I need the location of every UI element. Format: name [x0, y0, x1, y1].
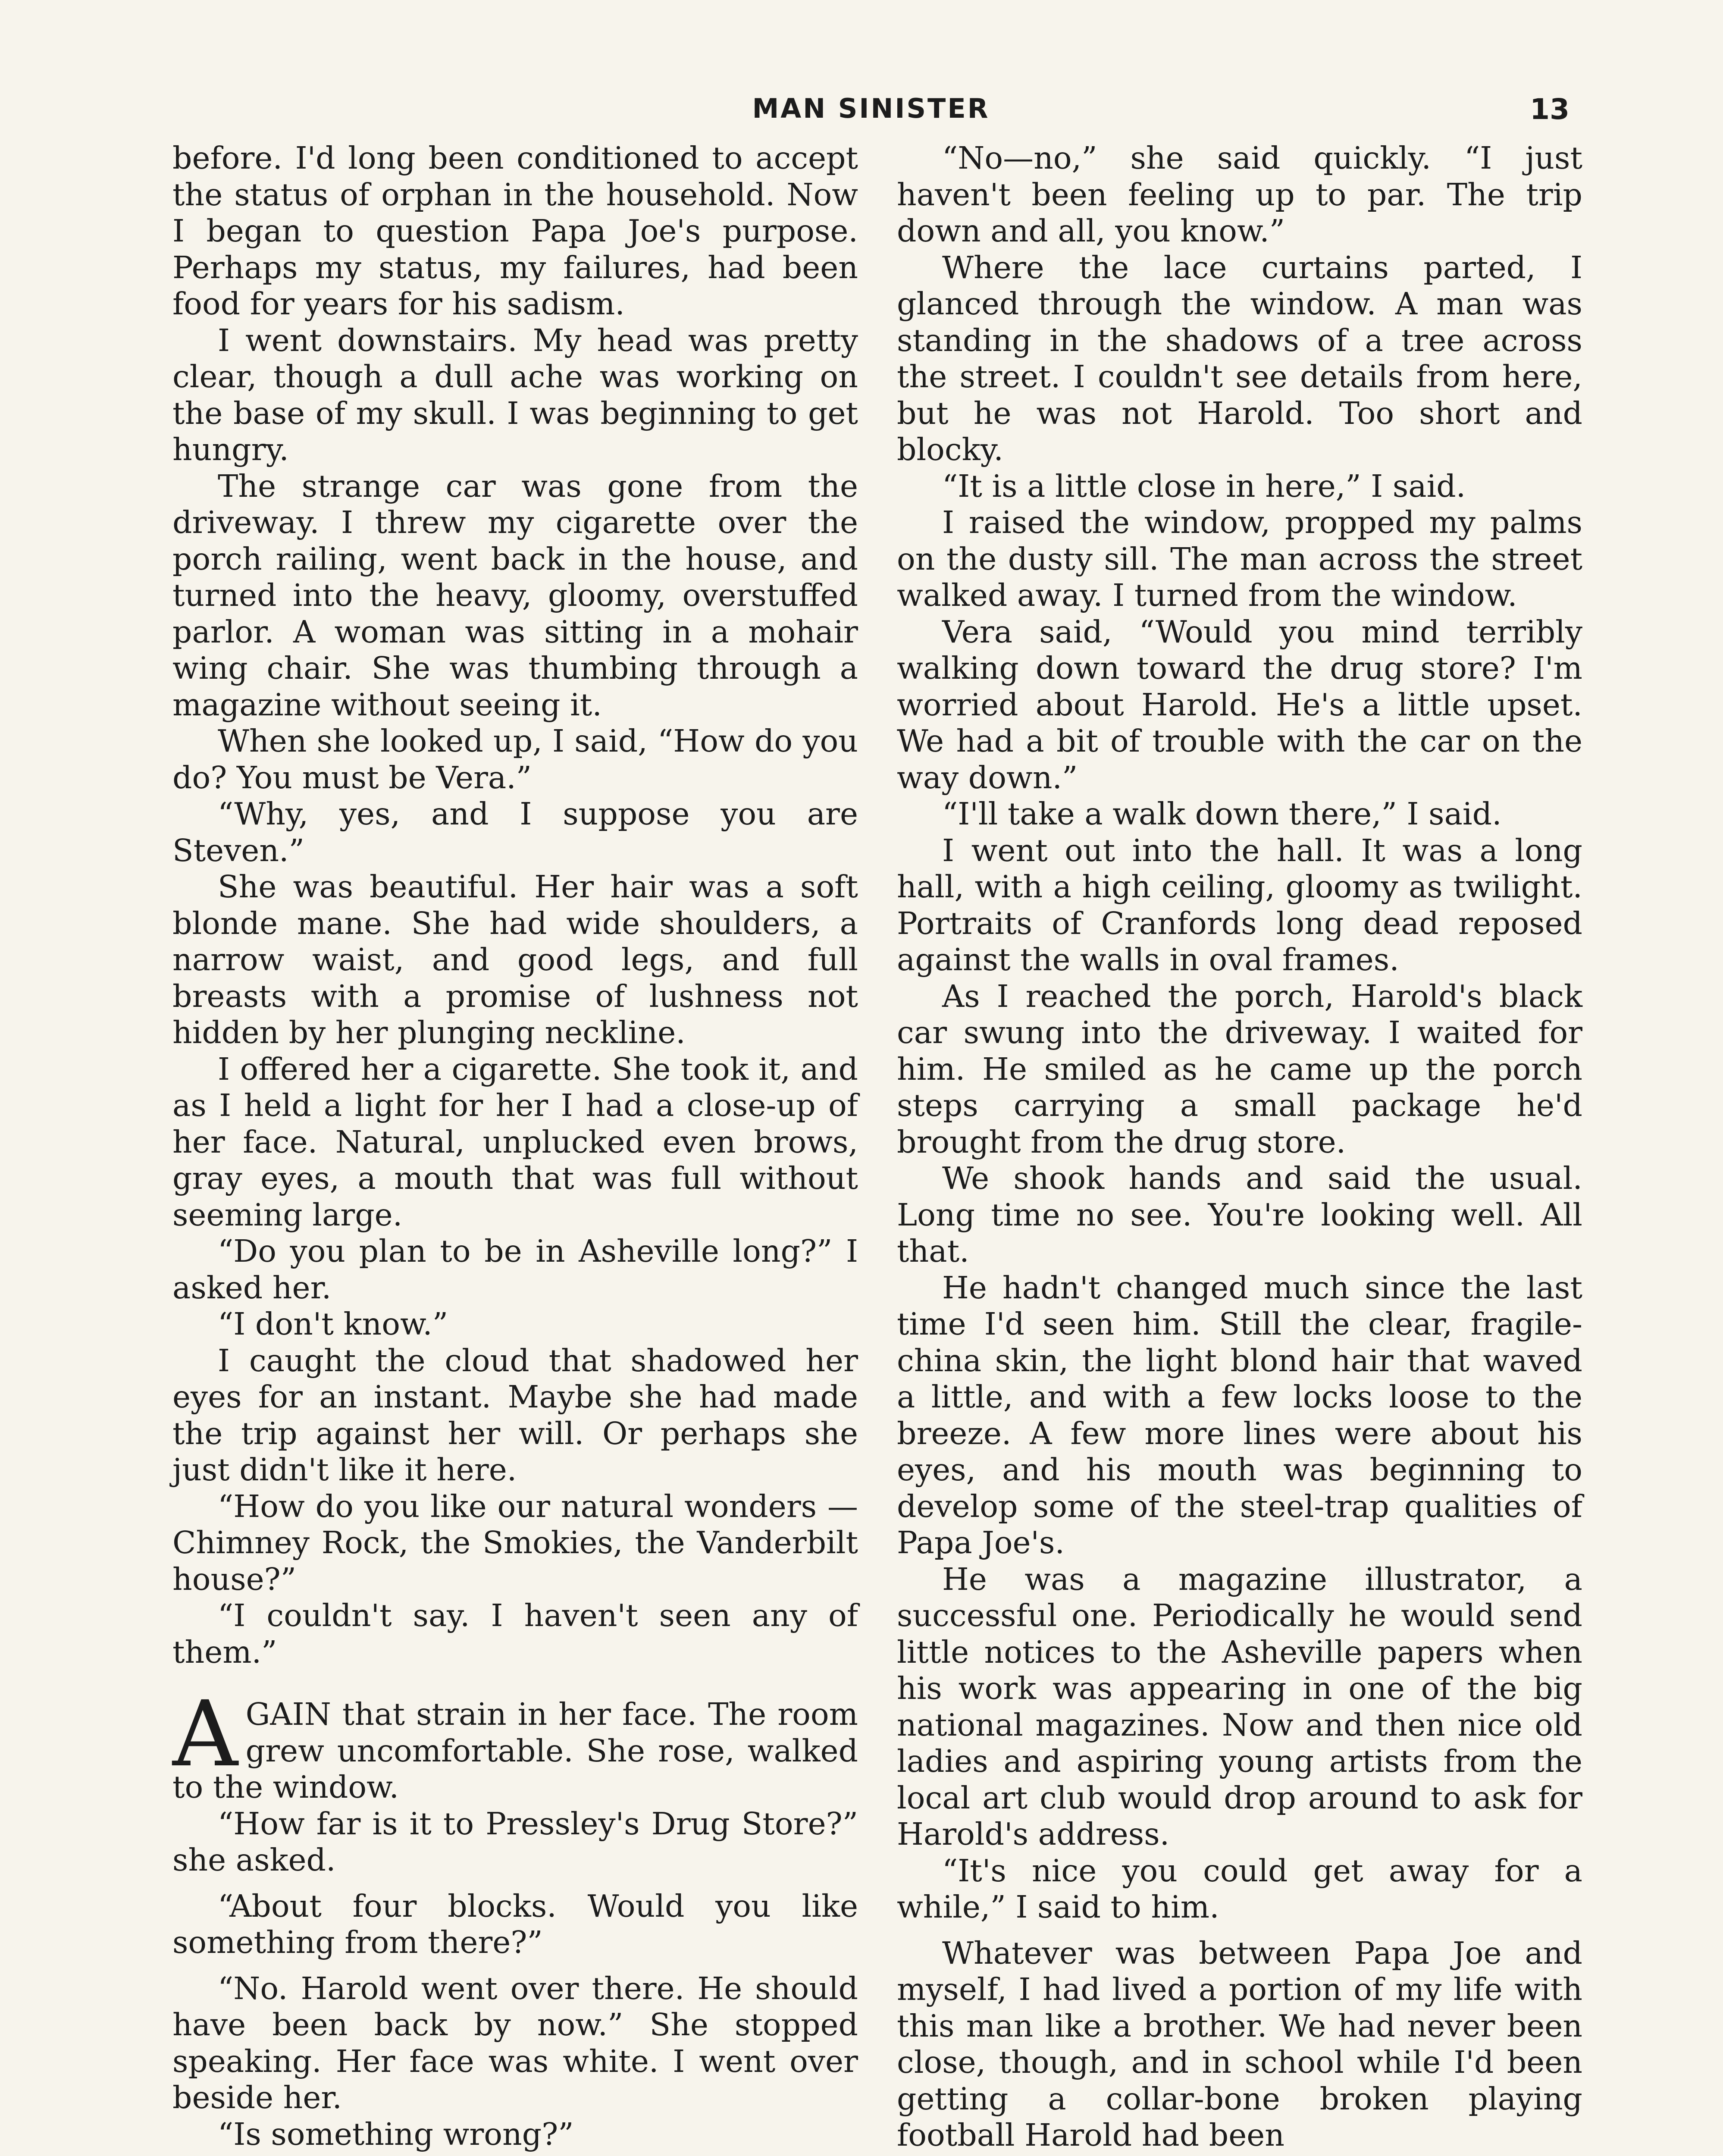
paragraph: “How do you like our natural wonders —Chimney Rock, the Smokies, the Vanderbilt house?” — [172, 1488, 858, 1597]
paragraph: When she looked up, I said, “How do you do? You must be Vera.” — [172, 723, 858, 796]
paragraph: “No—no,” she said quickly. “I just haven't been feeling up to par. The trip down and all, you know.” — [897, 140, 1582, 249]
paragraph: As I reached the porch, Harold's black car swung into the driveway. I waited for him. He smiled as he came up the porch steps carrying a small package he'd brought from the drug store. — [897, 978, 1582, 1160]
paragraph: “Is something wrong?” — [218, 2116, 574, 2152]
paragraph: He was a magazine illustrator, a successful one. Periodically he would send little notices to the Asheville papers when his work was appearing in one of the big national magazines. Now and then nice old ladies and aspiring young artists from the local art club would drop around to ask for Harold's address. — [897, 1561, 1582, 1852]
paragraph: I raised the window, propped my palms on the dusty sill. The man across the street walked away. I turned from the window. — [897, 505, 1582, 613]
paragraph: He hadn't changed much since the last time I'd seen him. Still the clear, fragile-china skin, the light blond hair that waved a little, and with a few locks loose to the breeze. A few more lines were about his eyes, and his mouth was beginning to develop some of the steel-trap qualities of Papa Joe's. — [897, 1269, 1582, 1561]
drop-cap: A — [172, 1681, 238, 1787]
story-title: MAN SINISTER — [752, 93, 990, 124]
paragraph: I caught the cloud that shadowed her eyes for an instant. Maybe she had made the trip against her will. Or perhaps she just didn't like it here. — [172, 1342, 858, 1488]
paragraph: “I couldn't say. I haven't seen any of them.” — [172, 1598, 858, 1670]
paragraph: Vera said, “Would you mind terribly walking down toward the drug store? I'm worried about Harold. He's a little upset. We had a bit of trouble with the car on the way down.” — [897, 614, 1582, 796]
paragraph: “Do you plan to be in Asheville long?” I asked her. — [172, 1233, 858, 1306]
paragraph: The strange car was gone from the driveway. I threw my cigarette over the porch railing, went back in the house, and turned into the heavy, gloomy, overstuffed parlor. A woman was sitting in a mohair wing chair. She was thumbing through a magazine without seeing it. — [172, 468, 858, 723]
paragraph: I went out into the hall. It was a long hall, with a high ceiling, gloomy as twilight. Portraits of Cranfords long dead reposed against the walls in oval frames. — [897, 832, 1582, 978]
right-column — [897, 140, 1582, 2154]
paragraph: I offered her a cigarette. She took it, and as I held a light for her I had a close-up of her face. Natural, unplucked even brows, gray eyes, a mouth that was full without seeming large. — [172, 1051, 858, 1233]
paragraph: “It's nice you could get away for a while,” I said to him. — [897, 1852, 1582, 1925]
paragraph: “It is a little close in here,” I said. — [942, 468, 1466, 504]
paragraph: “How far is it to Pressley's Drug Store?” she asked. — [172, 1805, 858, 1878]
paragraph: “About four blocks. Would you like something from there?” — [172, 1888, 858, 1960]
page-number: 13 — [1530, 93, 1569, 126]
paragraph: “I don't know.” — [218, 1306, 448, 1342]
paragraph: Whatever was between Papa Joe and myself, I had lived a portion of my life with this man like a brother. We had never been close, though, and in school while I'd been getting a collar-bone broken playing football Harold had been — [897, 1935, 1582, 2153]
paragraph: “I'll take a walk down there,” I said. — [942, 796, 1502, 832]
left-column — [172, 140, 858, 2153]
dropcap-paragraph — [172, 1681, 858, 1806]
paragraph: We shook hands and said the usual. Long time no see. You're looking well. All that. — [897, 1160, 1582, 1269]
paragraph: Where the lace curtains parted, I glanced through the window. A man was standing in the shadows of a tree across the street. I couldn't see details from here, but he was not Harold. Too short and blocky. — [897, 249, 1582, 467]
running-header — [172, 93, 1569, 132]
paragraph: “No. Harold went over there. He should have been back by now.” She stopped speaking. Her face was white. I went over beside her. — [172, 1970, 858, 2115]
paragraph: She was beautiful. Her hair was a soft blonde mane. She had wide shoulders, a narrow waist, and good legs, and full breasts with a promise of lushness not hidden by her plunging neckline. — [172, 869, 858, 1050]
paragraph: before. I'd long been conditioned to accept the status of orphan in the household. Now I began to question Papa Joe's purpose. Perhaps my status, my failures, had been food for years for his sadism. — [172, 140, 858, 322]
paragraph: “Why, yes, and I suppose you are Steven.” — [172, 796, 858, 868]
paragraph: I went downstairs. My head was pretty clear, though a dull ache was working on the base of my skull. I was beginning to get hungry. — [172, 322, 858, 467]
dropcap-paragraph-text: GAIN that strain in her face. The room grew uncomfortable. She rose, walked to the window. — [172, 1696, 858, 1805]
